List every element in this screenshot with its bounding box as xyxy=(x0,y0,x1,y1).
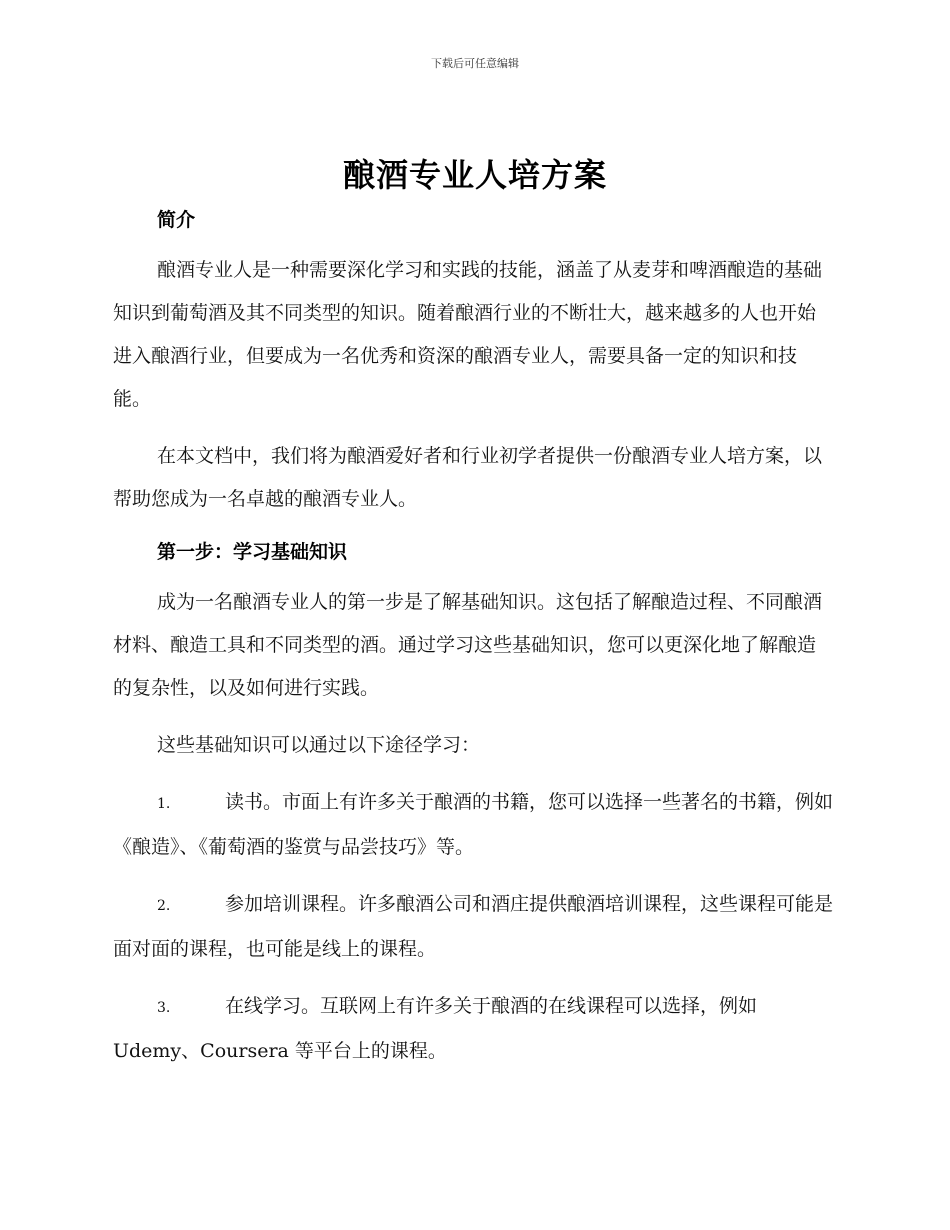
list-number: 2. xyxy=(157,898,171,914)
list-item xyxy=(113,985,833,1073)
section-heading-intro: 简介 xyxy=(157,209,196,231)
document-title: 酿酒专业人培方案 xyxy=(342,156,607,194)
paragraph-intro-1: 酿酒专业人是一种需要深化学习和实践的技能，涵盖了从麦芽和啤酒酿造的基础知识到葡萄酒及其不同类型的知识。随着酿酒行业的不断壮大，越来越多的人也开始进入酿酒行业，但要成为一名优秀和资深的酿酒专业人，需要具备一定的知识和技能。 xyxy=(113,259,823,410)
paragraph-step1-2: 这些基础知识可以通过以下途径学习： xyxy=(157,734,481,756)
list-number: 1. xyxy=(157,796,171,812)
list-text: 读书。市面上有许多关于酿酒的书籍，您可以选择一些著名的书籍，例如《酿造》、《葡萄酒的鉴赏与品尝技巧》等。 xyxy=(113,791,834,858)
document-body xyxy=(113,203,833,1073)
list-item xyxy=(113,883,833,971)
paragraph-intro-2: 在本文档中，我们将为酿酒爱好者和行业初学者提供一份酿酒专业人培方案，以帮助您成为一名卓越的酿酒专业人。 xyxy=(113,445,823,510)
list-number: 3. xyxy=(157,1000,171,1016)
list-text: 在线学习。互联网上有许多关于酿酒的在线课程可以选择，例如 Udemy、Coursera 等平台上的课程。 xyxy=(113,995,758,1062)
list-item xyxy=(113,781,833,869)
page-header: 下载后可任意编辑 xyxy=(431,57,519,70)
paragraph-step1-1: 成为一名酿酒专业人的第一步是了解基础知识。这包括了解酿造过程、不同酿酒材料、酿造工具和不同类型的酒。通过学习这些基础知识，您可以更深化地了解酿造的复杂性，以及如何进行实践。 xyxy=(113,591,823,699)
section-heading-step1: 第一步：学习基础知识 xyxy=(157,541,348,563)
list-text: 参加培训课程。许多酿酒公司和酒庄提供酿酒培训课程，这些课程可能是面对面的课程，也可能是线上的课程。 xyxy=(113,893,834,960)
